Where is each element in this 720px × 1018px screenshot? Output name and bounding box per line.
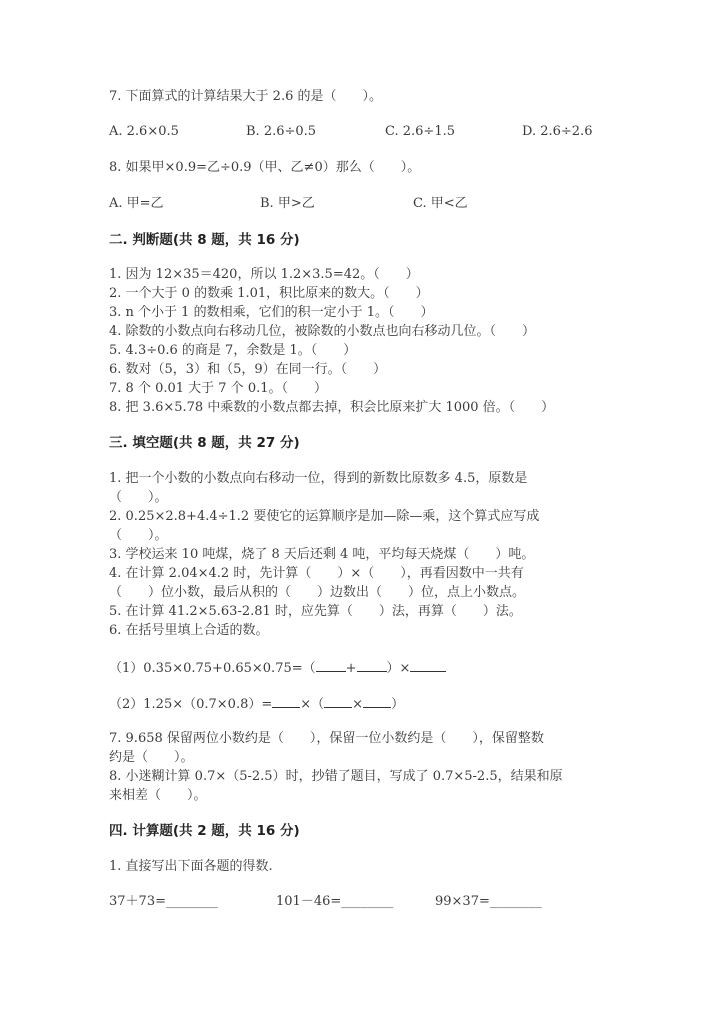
q7-option-b: B. 2.6÷0.5 [246, 124, 317, 139]
answer-blank[interactable] [316, 659, 346, 672]
q7-option-c: C. 2.6÷1.5 [385, 124, 455, 139]
answer-blank[interactable] [272, 695, 300, 708]
calc-exercise-3: 99×37=________ [435, 894, 542, 909]
sub2-expression: （2）1.25×（0.7×0.8）= [109, 697, 273, 712]
answer-blank[interactable] [357, 659, 387, 672]
fill-item-3: 3. 学校运来 10 吨煤，烧了 8 天后还剩 4 吨，平均每天烧煤（ ）吨。 [109, 547, 535, 562]
judge-item-5: 5. 4.3÷0.6 的商是 7，余数是 1。（ ） [109, 343, 357, 358]
q8-option-a: A. 甲=乙 [109, 196, 164, 211]
question-7: 7. 下面算式的计算结果大于 2.6 的是（ ）。 [109, 89, 382, 104]
fill-item-4-line-2: （ ）位小数，最后从积的（ ）边数出（ ）位，点上小数点。 [109, 585, 526, 600]
fill-item-1-line-1: 1. 把一个小数的小数点向右移动一位，得到的新数比原数多 4.5，原数是 [109, 471, 528, 486]
q7-option-d: D. 2.6÷2.6 [522, 124, 593, 139]
calc-exercise-1: 37＋73=________ [109, 894, 218, 909]
fill-item-6: 6. 在括号里填上合适的数。 [109, 623, 269, 638]
answer-blank[interactable] [363, 695, 391, 708]
q7-option-a: A. 2.6×0.5 [109, 124, 179, 139]
q8-option-b: B. 甲>乙 [260, 196, 315, 211]
section-2-heading: 二. 判断题(共 8 题，共 16 分) [109, 232, 300, 248]
judge-item-6: 6. 数对（5，3）和（5，9）在同一行。（ ） [109, 362, 387, 377]
fill-item-2-line-2: （ ）。 [109, 528, 168, 543]
judge-item-8: 8. 把 3.6×5.78 中乘数的小数点都去掉，积会比原来扩大 1000 倍。（ ） [109, 400, 555, 415]
fill-item-5: 5. 在计算 41.2×5.63-2.81 时，应先算（ ）法，再算（ ）法。 [109, 604, 522, 619]
judge-item-1: 1. 因为 12×35＝420，所以 1.2×3.5=42。（ ） [109, 267, 419, 282]
fill-item-1-line-2: （ ）。 [109, 490, 168, 505]
answer-blank[interactable] [410, 659, 446, 672]
judge-item-7: 7. 8 个 0.01 大于 7 个 0.1。（ ） [109, 381, 327, 396]
close-paren: ） [391, 697, 405, 712]
q8-option-c: C. 甲<乙 [413, 196, 468, 211]
fill-item-6-sub-2 [109, 695, 404, 713]
calc-question-1: 1. 直接写出下面各题的得数. [109, 859, 273, 874]
plus-sign: + [345, 661, 357, 676]
close-times: ）× [386, 661, 411, 676]
section-3-heading: 三. 填空题(共 8 题，共 27 分) [109, 435, 300, 451]
judge-item-4: 4. 除数的小数点向右移动几位，被除数的小数点也向右移动几位。（ ） [109, 324, 536, 339]
judge-item-2: 2. 一个大于 0 的数乘 1.01，积比原来的数大。（ ） [109, 286, 429, 301]
fill-item-4-line-1: 4. 在计算 2.04×4.2 时，先计算（ ）×（ ），再看因数中一共有 [109, 566, 524, 581]
question-8: 8. 如果甲×0.9=乙÷0.9（甲、乙≠0）那么（ ）。 [109, 160, 421, 175]
sub1-expression: （1）0.35×0.75+0.65×0.75=（ [109, 661, 316, 676]
judge-item-3: 3. n 个小于 1 的数相乘，它们的积一定小于 1。（ ） [109, 305, 434, 320]
section-4-heading: 四. 计算题(共 2 题，共 16 分) [109, 823, 300, 839]
fill-item-6-sub-1 [109, 659, 446, 677]
times-sign: × [352, 697, 364, 712]
times-open: ×（ [300, 697, 325, 712]
calc-exercise-2: 101－46=________ [276, 894, 394, 909]
answer-blank[interactable] [324, 695, 352, 708]
fill-item-7-line-1: 7. 9.658 保留两位小数约是（ ），保留一位小数约是（ ），保留整数 [109, 731, 544, 746]
fill-item-2-line-1: 2. 0.25×2.8+4.4÷1.2 要使它的运算顺序是加—除—乘，这个算式应写成 [109, 509, 540, 524]
fill-item-7-line-2: 约是（ ）。 [109, 750, 194, 765]
fill-item-8-line-2: 来相差（ ）。 [109, 788, 207, 803]
fill-item-8-line-1: 8. 小迷糊计算 0.7×（5-2.5）时，抄错了题目，写成了 0.7×5-2.5，结果和原 [109, 769, 563, 784]
